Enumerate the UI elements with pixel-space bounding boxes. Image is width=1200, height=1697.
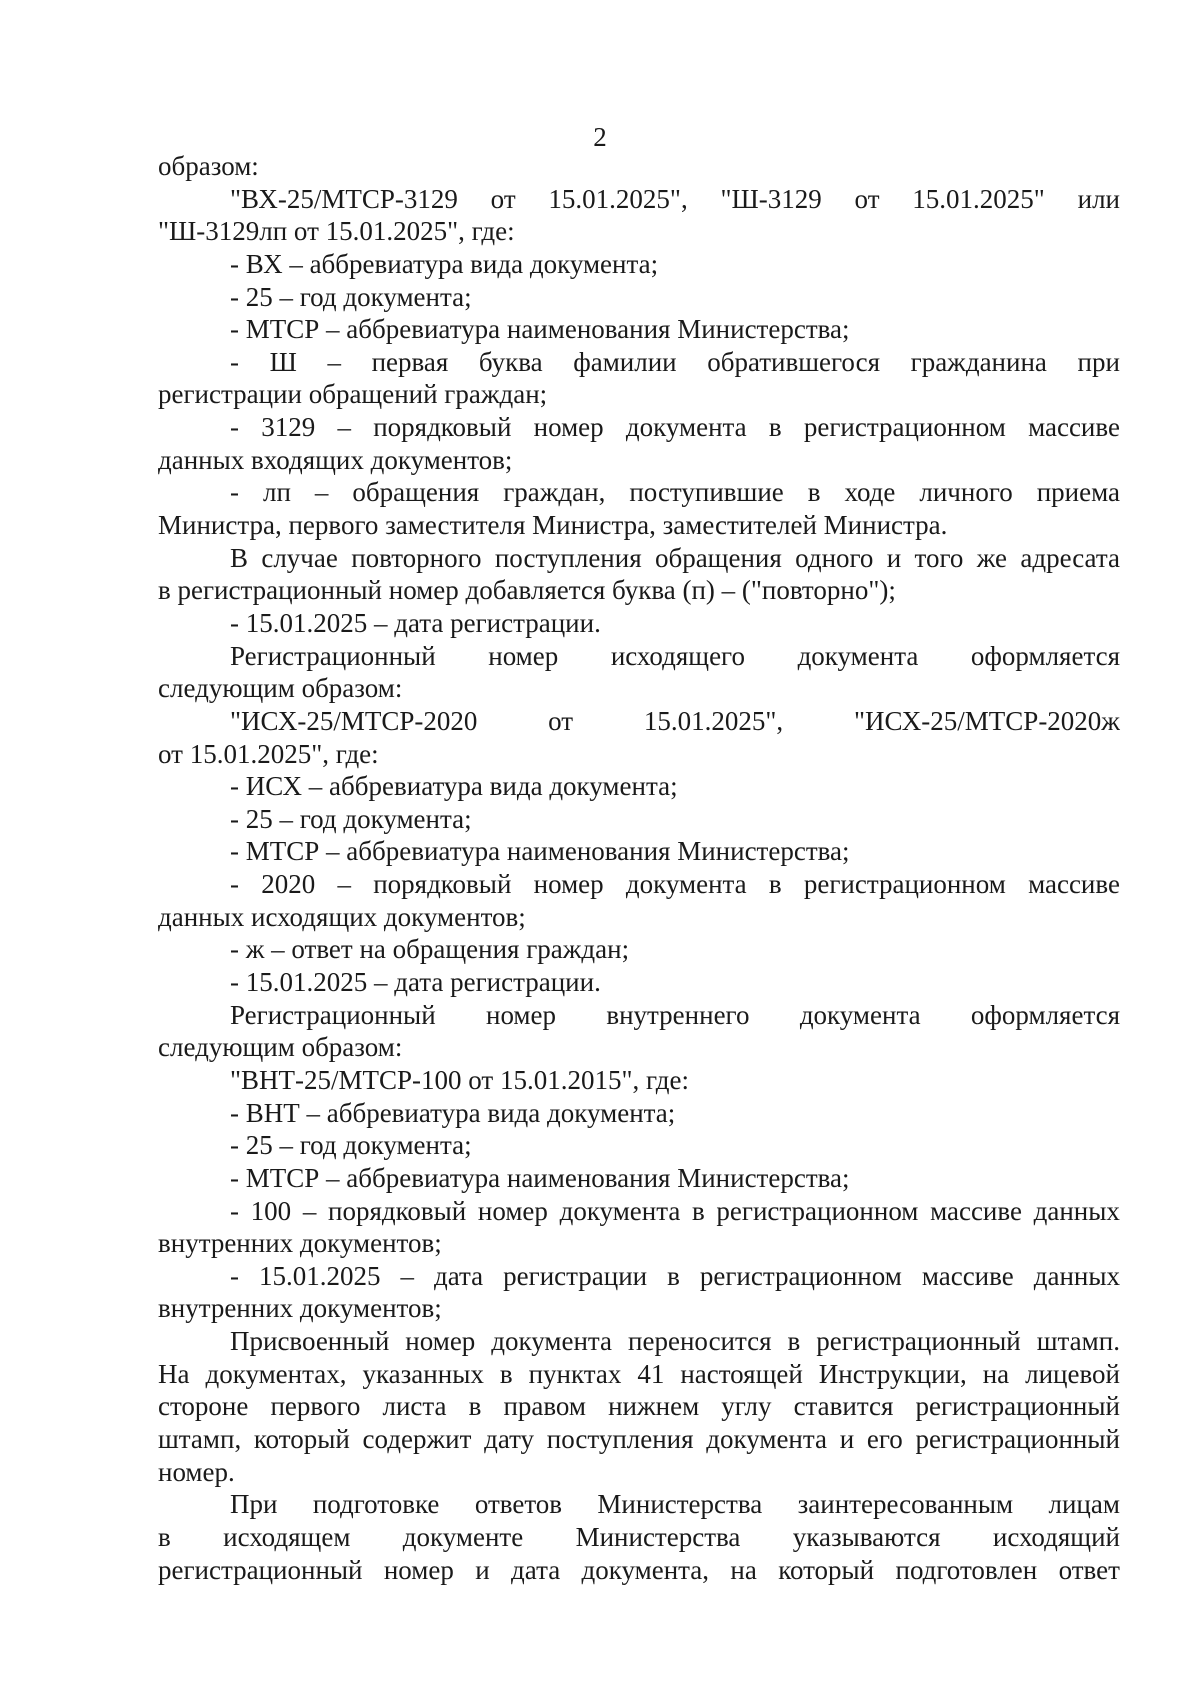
text-word: порядковый xyxy=(373,412,512,443)
text-word: массиве xyxy=(921,1260,1014,1291)
document-body xyxy=(158,150,1120,1586)
text-line xyxy=(158,705,1120,738)
text-word: поступления xyxy=(494,542,642,573)
text-line xyxy=(158,150,1120,183)
text-word: образом: xyxy=(158,151,259,181)
text-word: указываются xyxy=(792,1521,941,1552)
text-word: массиве xyxy=(1028,412,1120,443)
text-word: от xyxy=(854,183,880,214)
text-word: на xyxy=(730,1554,757,1585)
text-word: регистрационный xyxy=(915,1391,1120,1422)
text-word: внутренних документов; xyxy=(158,1293,442,1324)
text-line xyxy=(158,1162,1120,1195)
text-word: в xyxy=(787,1326,801,1357)
text-word: в xyxy=(158,1521,171,1552)
text-word: документах, xyxy=(205,1358,347,1389)
text-line xyxy=(158,281,1120,314)
text-word: - ВХ – аббревиатура вида документа; xyxy=(230,248,659,279)
text-word: номер xyxy=(533,869,604,900)
text-word: документа xyxy=(625,412,747,443)
text-word: обращения xyxy=(352,477,480,508)
text-word: ответ xyxy=(1058,1554,1120,1585)
text-word: данных входящих документов; xyxy=(158,444,513,475)
text-word: - xyxy=(230,1260,239,1291)
text-word: Министра, первого заместителя Министра, заместителей Министра. xyxy=(158,510,948,541)
text-word: - 25 – год документа; xyxy=(230,281,472,312)
text-word: стороне xyxy=(158,1391,249,1422)
text-line xyxy=(158,966,1120,999)
text-word: регистрационном xyxy=(803,412,1006,443)
text-word: 15.01.2025" xyxy=(912,183,1045,214)
text-word: от xyxy=(548,705,574,736)
text-word: обращения xyxy=(654,542,782,573)
text-word: в xyxy=(499,1358,513,1389)
text-line xyxy=(158,476,1120,509)
text-word: лп xyxy=(262,477,291,508)
text-word: документе xyxy=(402,1521,524,1552)
text-word: документа xyxy=(625,869,747,900)
text-line xyxy=(158,248,1120,281)
text-word: штамп. xyxy=(1036,1326,1120,1357)
text-line xyxy=(158,901,1120,934)
text-line xyxy=(158,835,1120,868)
text-word: 15.01.2025", xyxy=(548,183,688,214)
text-word: от xyxy=(490,183,516,214)
text-word: При xyxy=(230,1489,278,1520)
text-line xyxy=(158,1521,1120,1554)
text-word: в xyxy=(768,412,782,443)
text-word: номер xyxy=(533,412,604,443)
text-word: порядковый xyxy=(373,869,512,900)
text-word: – xyxy=(337,412,351,443)
text-word: подготовлен xyxy=(895,1554,1038,1585)
text-word: оформляется xyxy=(970,999,1120,1030)
text-line xyxy=(158,933,1120,966)
text-line xyxy=(158,313,1120,346)
text-word: обратившегося xyxy=(707,346,881,377)
text-line xyxy=(158,378,1120,411)
text-word: – xyxy=(302,1195,317,1226)
text-word: содержит xyxy=(362,1423,472,1454)
text-word: Регистрационный xyxy=(230,640,436,671)
text-word: регистрационном xyxy=(803,869,1006,900)
text-word: - МТСР – аббревиатура наименования Министерства; xyxy=(230,1162,850,1193)
text-line xyxy=(158,1227,1120,1260)
text-word: настоящей xyxy=(680,1358,803,1389)
text-word: поступившие xyxy=(629,477,784,508)
text-word: и xyxy=(839,1423,855,1454)
text-word: 3129 xyxy=(261,412,316,443)
text-line xyxy=(158,1325,1120,1358)
text-line xyxy=(158,215,1120,248)
text-word: регистрационный xyxy=(158,1554,363,1585)
text-word: следующим образом: xyxy=(158,1032,403,1063)
text-word: – xyxy=(314,477,329,508)
text-word: приема xyxy=(1036,477,1120,508)
text-word: - xyxy=(230,346,239,377)
text-line xyxy=(158,1260,1120,1293)
text-word: личного xyxy=(919,477,1013,508)
text-word: подготовке xyxy=(312,1489,440,1520)
text-line xyxy=(158,999,1120,1032)
text-line xyxy=(158,444,1120,477)
text-word: На xyxy=(158,1358,190,1389)
text-word: и xyxy=(886,542,902,573)
text-word: - xyxy=(230,477,239,508)
text-word: документа xyxy=(706,1423,827,1454)
text-word: "ВХ-25/МТСР-3129 xyxy=(230,183,458,214)
text-line xyxy=(158,607,1120,640)
text-word: ставится xyxy=(793,1391,894,1422)
text-line xyxy=(158,1129,1120,1162)
text-line xyxy=(158,542,1120,575)
text-word: первого xyxy=(270,1391,361,1422)
text-word: гражданина xyxy=(910,346,1047,377)
text-line xyxy=(158,1195,1120,1228)
text-word: исходящий xyxy=(992,1521,1120,1552)
text-word: углу xyxy=(721,1391,772,1422)
text-word: "Ш-3129лп от 15.01.2025", где: xyxy=(158,216,515,247)
text-line xyxy=(158,183,1120,216)
text-line xyxy=(158,574,1120,607)
text-word: повторного xyxy=(351,542,482,573)
text-word: "ИСХ-25/МТСР-2020 xyxy=(230,705,478,736)
text-word: Инструкции, xyxy=(818,1358,967,1389)
text-word: поступления xyxy=(546,1423,694,1454)
text-word: 15.01.2025 xyxy=(259,1260,381,1291)
text-line xyxy=(158,640,1120,673)
text-line xyxy=(158,1064,1120,1097)
text-word: – xyxy=(327,346,341,377)
text-word: указанных xyxy=(362,1358,484,1389)
text-word: ответов xyxy=(474,1489,563,1520)
text-word: заинтересованным xyxy=(797,1489,1014,1520)
text-word: случае xyxy=(261,542,338,573)
text-line xyxy=(158,346,1120,379)
text-word: номер. xyxy=(158,1456,235,1487)
text-word: граждан, xyxy=(503,477,606,508)
text-word: регистрационном xyxy=(699,1260,902,1291)
text-line xyxy=(158,1456,1120,1489)
text-word: Министерства xyxy=(575,1521,741,1552)
text-word: или xyxy=(1077,183,1120,214)
text-word: данных xyxy=(1033,1260,1120,1291)
text-word: - xyxy=(230,869,239,900)
text-word: правом xyxy=(503,1391,587,1422)
text-word: регистрационном xyxy=(716,1195,919,1226)
text-word: документа xyxy=(797,640,919,671)
text-word: регистрации xyxy=(503,1260,648,1291)
text-line xyxy=(158,1423,1120,1456)
text-word: регистрационный xyxy=(816,1326,1021,1357)
text-word: - 25 – год документа; xyxy=(230,803,472,834)
text-word: Регистрационный xyxy=(230,999,436,1030)
text-word: от 15.01.2025", где: xyxy=(158,738,379,769)
text-word: же xyxy=(976,542,1008,573)
text-word: – xyxy=(337,869,351,900)
text-line xyxy=(158,509,1120,542)
text-word: - МТСР – аббревиатура наименования Министерства; xyxy=(230,836,850,867)
text-word: данных исходящих документов; xyxy=(158,901,526,932)
text-word: в xyxy=(667,1260,680,1291)
text-word: - 25 – год документа; xyxy=(230,1130,472,1161)
text-word: дата xyxy=(511,1554,561,1585)
text-word: - xyxy=(230,1195,239,1226)
text-line xyxy=(158,803,1120,836)
text-word: документа xyxy=(559,1195,681,1226)
text-word: листа xyxy=(382,1391,447,1422)
text-word: ходе xyxy=(844,477,896,508)
text-word: на xyxy=(982,1358,1010,1389)
text-word: переносится xyxy=(628,1326,772,1357)
text-word: который xyxy=(778,1554,875,1585)
text-word: - ИСХ – аббревиатура вида документа; xyxy=(230,771,678,802)
text-word: номер xyxy=(405,1326,476,1357)
text-word: массиве xyxy=(1028,869,1120,900)
text-word: в регистрационный номер добавляется буква (п) – ("повторно"); xyxy=(158,575,896,606)
text-word: номер xyxy=(488,640,559,671)
text-word: - 15.01.2025 – дата регистрации. xyxy=(230,607,601,638)
text-word: адресата xyxy=(1020,542,1120,573)
text-word: одного xyxy=(795,542,874,573)
text-word: дата xyxy=(434,1260,484,1291)
text-line xyxy=(158,1554,1120,1587)
text-word: номер xyxy=(383,1554,454,1585)
text-word: пунктах xyxy=(528,1358,622,1389)
text-word: - ж – ответ на обращения граждан; xyxy=(230,934,630,965)
text-word: номер xyxy=(477,1195,548,1226)
text-word: - ВНТ – аббревиатура вида документа; xyxy=(230,1097,676,1128)
text-word: - xyxy=(230,412,239,443)
text-line xyxy=(158,1097,1120,1130)
text-word: внутреннего xyxy=(606,999,750,1030)
text-word: – xyxy=(400,1260,414,1291)
text-word: массиве xyxy=(930,1195,1022,1226)
text-word: лицам xyxy=(1048,1489,1120,1520)
text-word: порядковый xyxy=(328,1195,467,1226)
text-word: 100 xyxy=(250,1195,292,1226)
text-word: буква xyxy=(478,346,543,377)
text-word: нижнем xyxy=(608,1391,700,1422)
text-line xyxy=(158,738,1120,771)
text-word: в xyxy=(692,1195,705,1226)
text-word: того xyxy=(914,542,964,573)
text-word: Присвоенный xyxy=(230,1326,390,1357)
text-line xyxy=(158,1031,1120,1064)
text-word: следующим образом: xyxy=(158,673,403,704)
text-word: "ИСХ-25/МТСР-2020ж xyxy=(853,705,1120,736)
text-word: и xyxy=(475,1554,490,1585)
text-word: штамп, xyxy=(158,1423,242,1454)
text-word: в xyxy=(468,1391,482,1422)
text-line xyxy=(158,868,1120,901)
text-word: регистрационный xyxy=(915,1423,1120,1454)
text-word: "ВНТ-25/МТСР-100 от 15.01.2015", где: xyxy=(230,1064,689,1095)
text-word: Министерства xyxy=(597,1489,763,1520)
text-word: лицевой xyxy=(1025,1358,1120,1389)
text-word: при xyxy=(1077,346,1120,377)
text-word: 15.01.2025", xyxy=(643,705,784,736)
text-word: данных xyxy=(1033,1195,1120,1226)
text-word: фамилии xyxy=(573,346,677,377)
text-word: в xyxy=(768,869,782,900)
text-word: исходящего xyxy=(610,640,745,671)
text-word: 41 xyxy=(637,1358,665,1389)
text-line xyxy=(158,1488,1120,1521)
text-word: - МТСР – аббревиатура наименования Министерства; xyxy=(230,314,850,345)
text-word: документа xyxy=(491,1326,613,1357)
text-line xyxy=(158,770,1120,803)
text-word: 2020 xyxy=(261,869,316,900)
text-word: оформляется xyxy=(970,640,1120,671)
text-line xyxy=(158,1292,1120,1325)
text-word: внутренних документов; xyxy=(158,1228,442,1259)
text-word: который xyxy=(253,1423,350,1454)
text-word: первая xyxy=(371,346,449,377)
text-word: в xyxy=(807,477,821,508)
text-word: Ш xyxy=(269,346,297,377)
text-word: "Ш-3129 xyxy=(720,183,822,214)
text-line xyxy=(158,411,1120,444)
text-word: В xyxy=(230,542,249,573)
text-word: документа xyxy=(799,999,921,1030)
text-word: дату xyxy=(484,1423,535,1454)
text-word: номер xyxy=(486,999,557,1030)
text-word: документа, xyxy=(581,1554,710,1585)
text-word: регистрации обращений граждан; xyxy=(158,379,548,410)
text-line xyxy=(158,1390,1120,1423)
text-word: - 15.01.2025 – дата регистрации. xyxy=(230,967,601,998)
text-line xyxy=(158,672,1120,705)
text-word: исходящем xyxy=(223,1521,351,1552)
text-line xyxy=(158,1358,1120,1391)
text-word: его xyxy=(866,1423,903,1454)
page-number: 2 xyxy=(593,122,607,152)
